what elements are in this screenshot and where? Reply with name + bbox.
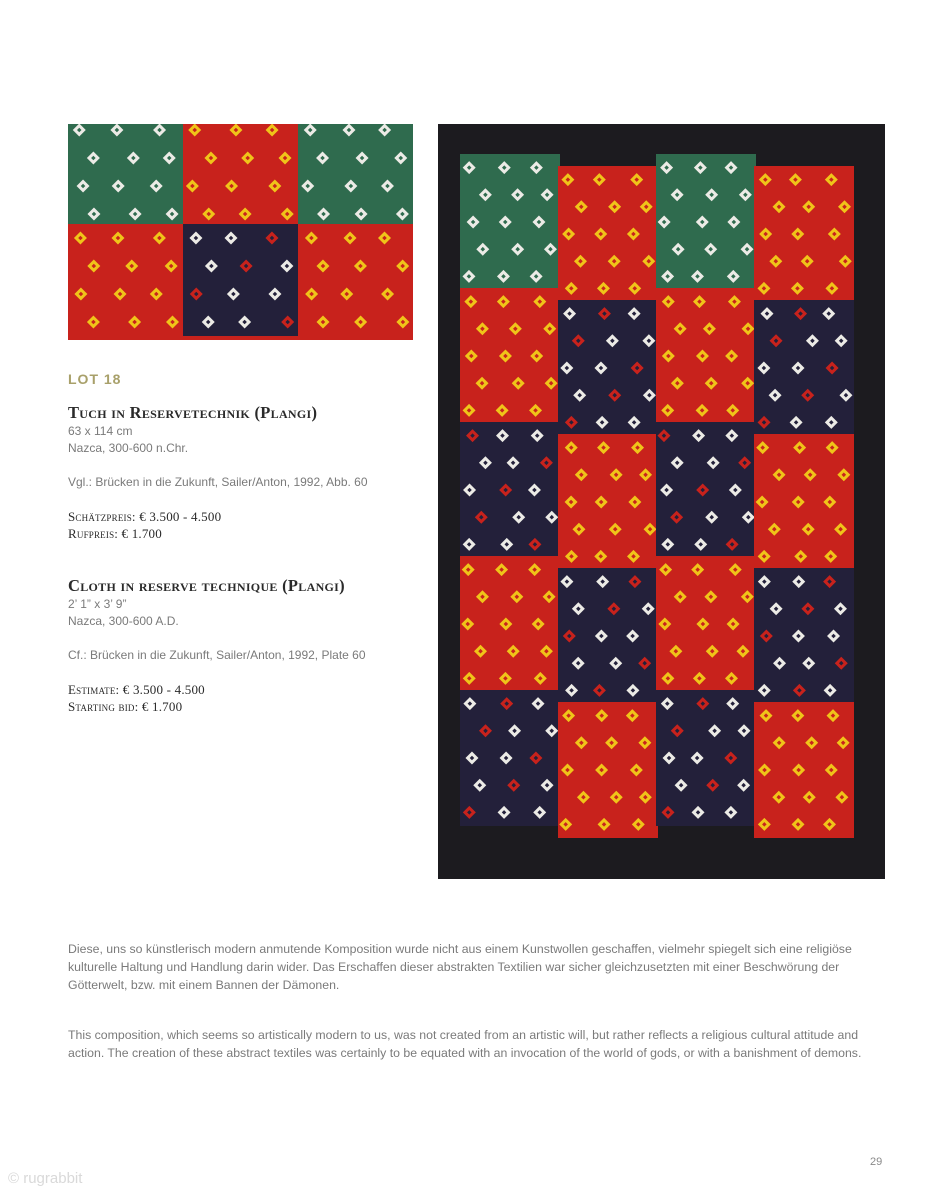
textile-panel-navy (754, 300, 854, 436)
english-title: Cloth in reserve technique (Plangi) (68, 576, 345, 595)
textile-panel-navy (558, 300, 658, 436)
textile-panel-green (298, 124, 413, 228)
textile-panel-red (298, 224, 413, 336)
textile-panel-navy (558, 568, 658, 704)
textile-panel-red (754, 702, 854, 838)
german-origin: Nazca, 300-600 n.Chr. (68, 441, 189, 455)
page-number: 29 (870, 1156, 883, 1168)
german-description-block (68, 403, 428, 542)
textile-panel-red (754, 166, 854, 302)
textile-panel-red (558, 702, 658, 838)
textile-panel-red (656, 288, 756, 424)
textile-full-image (438, 124, 885, 879)
textile-panel-red (656, 556, 756, 692)
english-starting-bid: Starting bid: € 1.700 (68, 699, 183, 714)
textile-panel-navy (460, 690, 560, 826)
german-starting-bid: Rufpreis: € 1.700 (68, 526, 162, 541)
textile-panel-red (460, 288, 560, 424)
german-dimensions: 63 x 114 cm (68, 424, 133, 438)
english-estimate: Estimate: € 3.500 - 4.500 (68, 682, 205, 697)
textile-detail-image (68, 124, 413, 340)
watermark: © rugrabbit (8, 1170, 83, 1187)
english-paragraph: This composition, which seems so artistically modern to us, was not created from an artistic will, but rather reflects a religious cultural attitude and action. The creation of these abstract textiles was certainly to be equated with an invocation of the world of gods, or with a banishment of demons. (68, 1028, 862, 1060)
textile-panel-red (460, 556, 560, 692)
textile-panel-red (68, 224, 183, 336)
german-paragraph: Diese, uns so künstlerisch modern anmutende Komposition wurde nicht aus einem Kunstwollen geschaffen, vielmehr spiegelt sich eine religiöse kulturelle Haltung und Handlung darin wider. Das Erschaffen dieser abstrakten Textilien war sicher gleichzusetzten mit einer Beschwörung der Götterwelt, bzw. mit einem Bannen der Dämonen. (68, 942, 852, 992)
textile-panel-red (183, 124, 298, 228)
german-reference: Vgl.: Brücken in die Zukunft, Sailer/Anton, 1992, Abb. 60 (68, 475, 368, 489)
textile-panel-green (460, 154, 560, 290)
english-origin: Nazca, 300-600 A.D. (68, 614, 179, 628)
textile-panel-navy (656, 690, 756, 826)
textile-panel-red (754, 434, 854, 570)
textile-panel-red (558, 166, 658, 302)
lot-number: LOT 18 (68, 371, 122, 387)
german-title: Tuch in Reservetechnik (Plangi) (68, 403, 318, 422)
english-description-block (68, 576, 428, 715)
textile-panel-navy (460, 422, 560, 558)
textile-panel-green (656, 154, 756, 290)
english-dimensions: 2’ 1” x 3’ 9” (68, 597, 127, 611)
german-estimate: Schätzpreis: € 3.500 - 4.500 (68, 509, 222, 524)
textile-panel-navy (754, 568, 854, 704)
textile-panel-navy (656, 422, 756, 558)
textile-panel-red (558, 434, 658, 570)
english-reference: Cf.: Brücken in die Zukunft, Sailer/Anton, 1992, Plate 60 (68, 648, 366, 662)
textile-panel-green (68, 124, 183, 228)
textile-panel-navy (183, 224, 298, 336)
